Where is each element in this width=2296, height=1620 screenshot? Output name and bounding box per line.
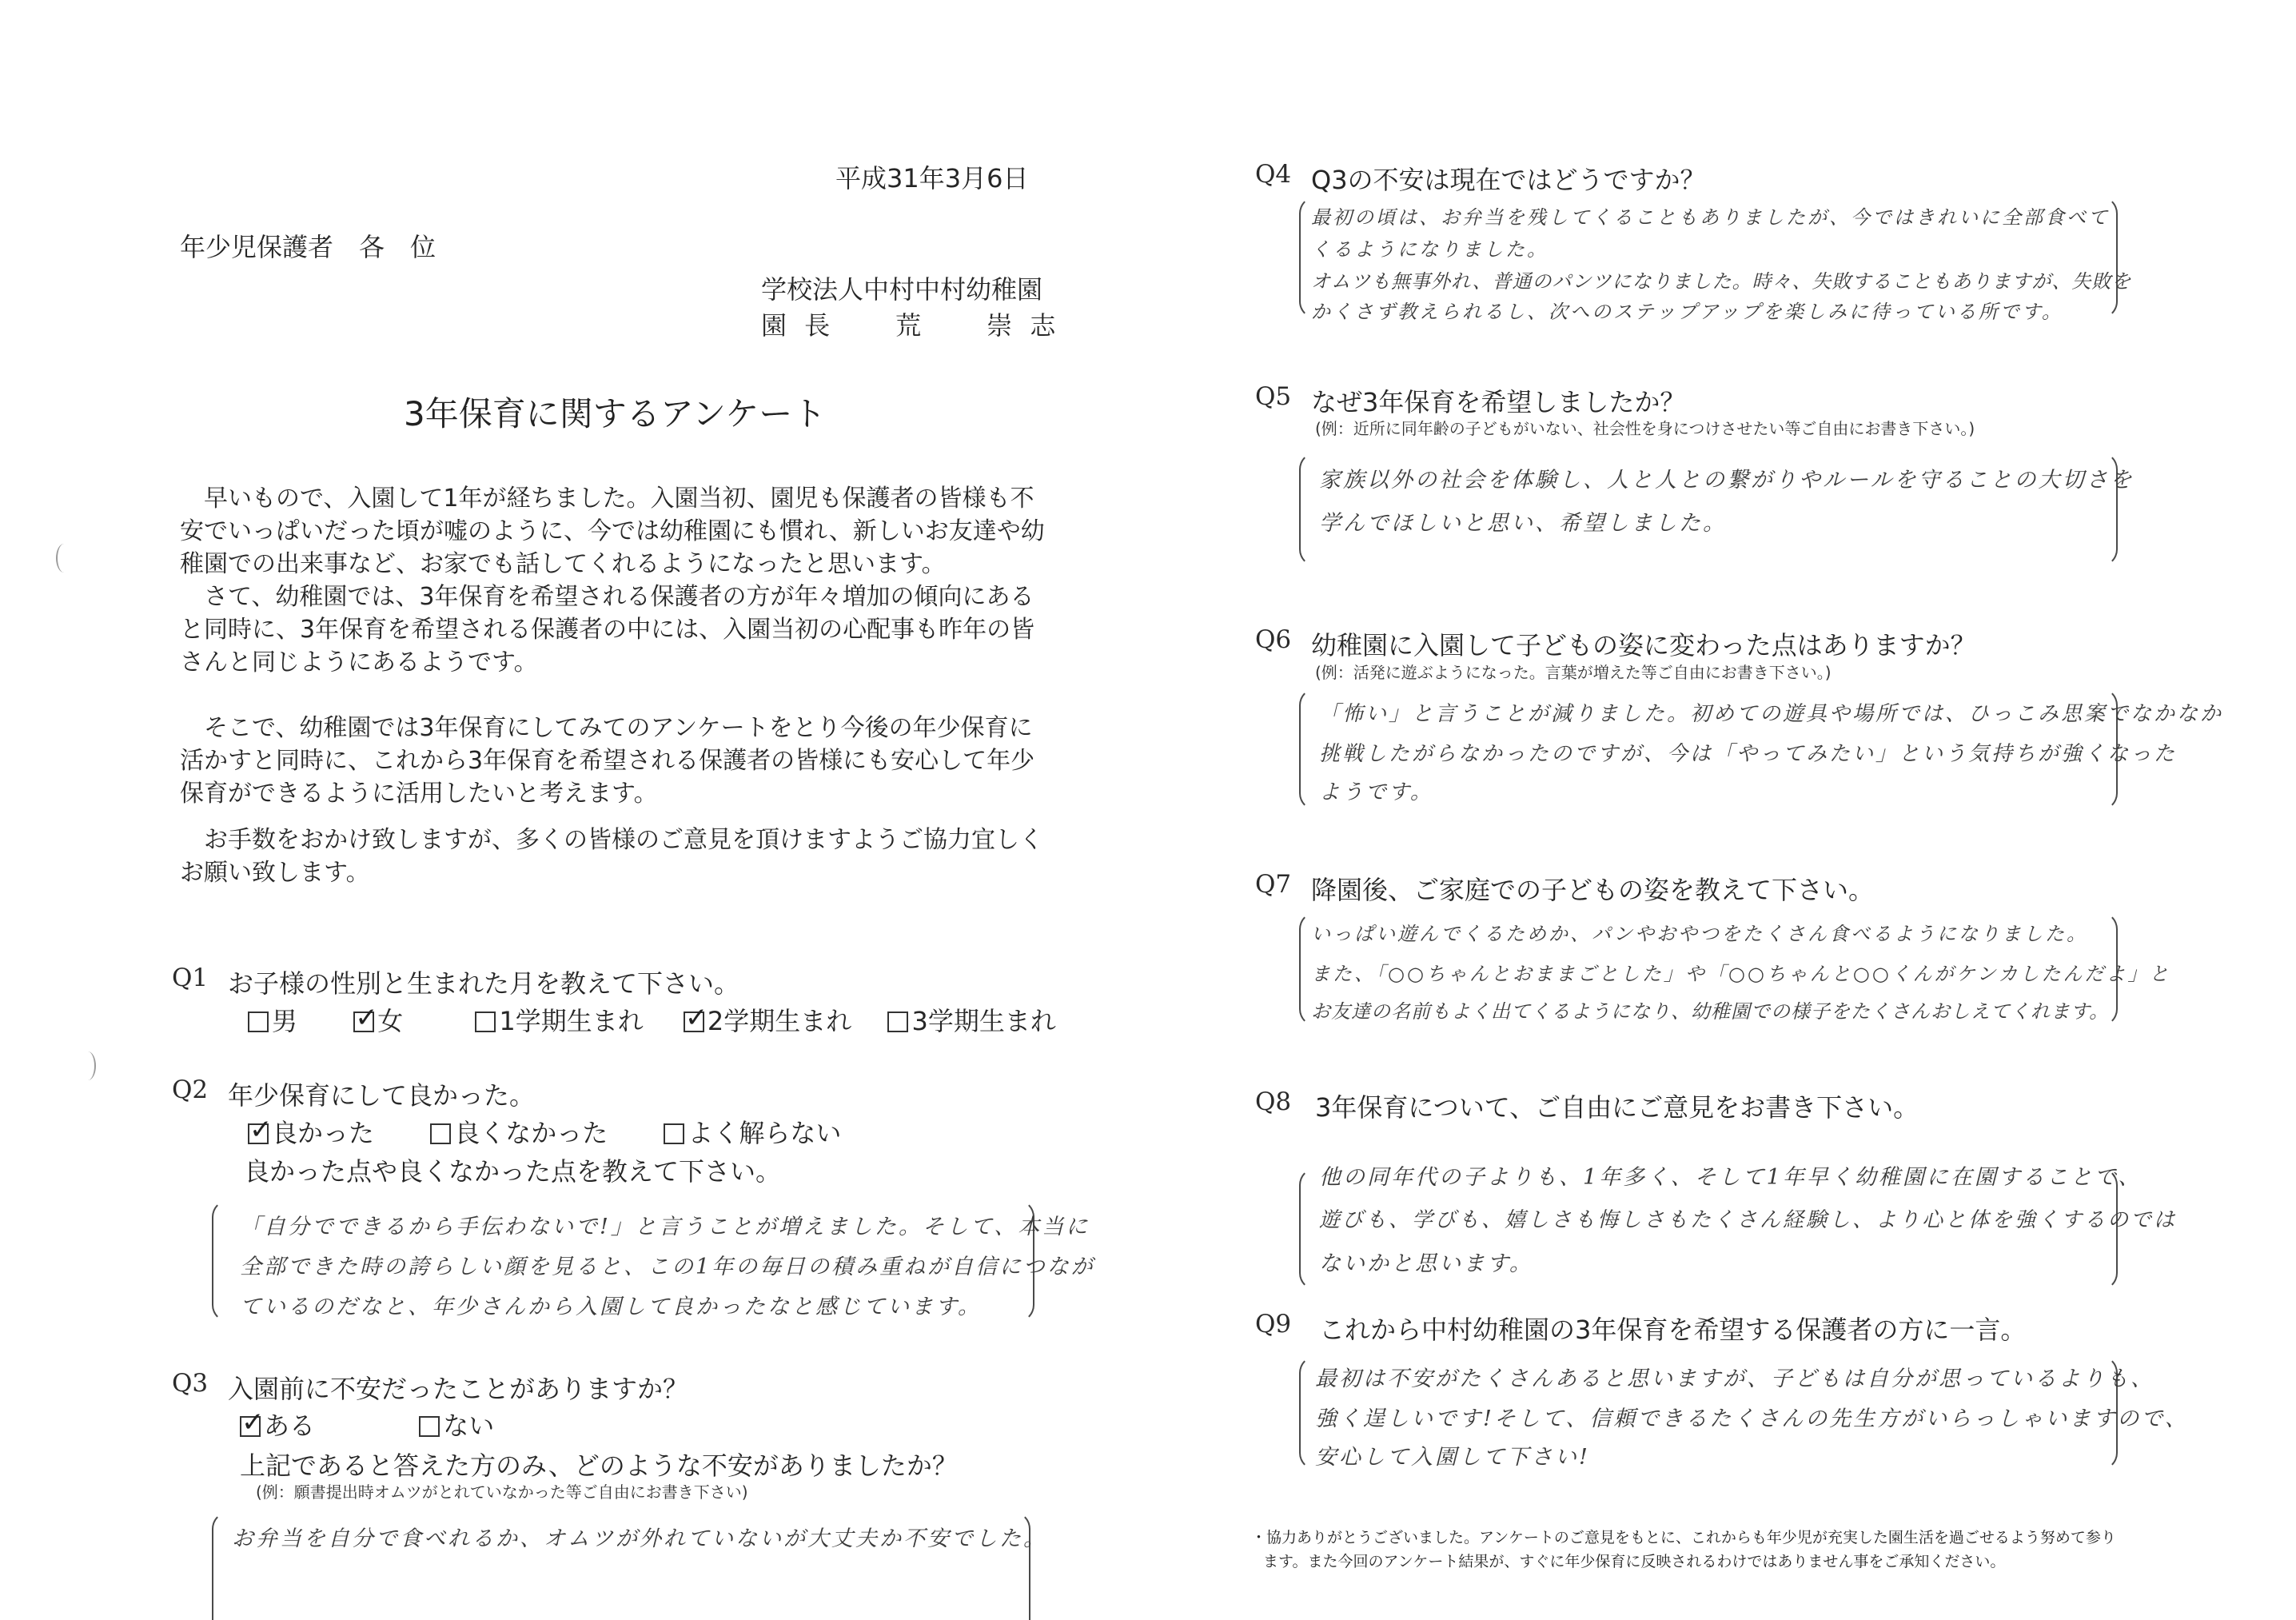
q2-answer-line: 全部できた時の誇らしい顔を見ると、この1年の毎日の積み重ねが自信につなが (240, 1255, 1095, 1279)
q6-answer-line: ようです。 (1319, 780, 1433, 804)
q6-question: 幼稚園に入園して子どもの姿に変わった点はありますか？ (1311, 630, 1976, 660)
q4-answer-line: くるようになりました。 (1311, 238, 1549, 261)
q5-answer-line: 家族以外の社会を体験し、人と人との繋がりやルールを守ることの大切さを (1319, 468, 2135, 493)
q7-answer-line: また、「○○ちゃんとおままごとした」や「○○ちゃんと○○くんがケンカしたんだよ」と (1311, 963, 2171, 985)
q3-option-no[interactable]: ない (419, 1411, 494, 1441)
q4-answer-line: オムツも無事外れ、普通のパンツになりました。時々、失敗することもありますが、失敗を (1311, 270, 2132, 293)
q4-answer-line: かくさず教えられるし、次へのステップアップを楽しみに待っている所です。 (1311, 301, 2063, 323)
q9-answer-line: 安心して入園して下さい! (1315, 1445, 1590, 1470)
checkbox-checked[interactable] (248, 1123, 269, 1144)
q8-answer-line: 他の同年代の子よりも、1年多く、そして1年早く幼稚園に在園することで、 (1319, 1165, 2143, 1190)
q5-example: (例：近所に同年齢の子どもがいない、社会性を身につけさせたい等ご自由にお書き下さい。) (1315, 419, 1975, 438)
checkbox[interactable] (664, 1123, 684, 1144)
q1-option-female[interactable]: ✓ 女 (353, 1006, 403, 1036)
school-name: 学校法人中村中村幼稚園 (761, 274, 1043, 305)
q2-option-unsure[interactable]: よく解らない (664, 1118, 841, 1148)
checkbox[interactable] (430, 1123, 451, 1144)
q3-example: (例：願書提出時オムツがとれていなかった等ご自由にお書き下さい) (256, 1482, 748, 1502)
intro-paragraph-2: さて、幼稚園では、3年保育を希望される保護者の方が年々増加の傾向にあると同時に、3年保育を希望される保護者の中には、入園当初の心配事も昨年の皆さんと同じようにあるようです。 (180, 583, 1035, 676)
q1-option-male[interactable]: 男 (248, 1006, 297, 1036)
q3-question: 入園前に不安だったことがありますか？ (228, 1374, 689, 1404)
q6-answer-line: 挑戦したがらなかったのですが、今は「やってみたい」という気持ちが強くなった (1319, 742, 2178, 766)
checkbox[interactable] (248, 1012, 269, 1032)
q6-number: Q6 (1255, 625, 1292, 654)
q4-answer-line: 最初の頃は、お弁当を残してくることもありましたが、今ではきれいに全部食べて (1311, 206, 2110, 229)
punch-hole-mark (80, 1051, 96, 1080)
document-date: 平成31年3月6日 (835, 163, 1029, 194)
q8-number: Q8 (1255, 1087, 1292, 1116)
punch-hole-mark (56, 544, 72, 573)
page-title: 3年保育に関するアンケート (404, 394, 827, 433)
q9-answer-line: 最初は不安がたくさんあると思いますが、子どもは自分が思っているよりも、 (1315, 1367, 2154, 1391)
q2-options (248, 1113, 889, 1150)
q1-option-term3[interactable]: 3学期生まれ (887, 1006, 1055, 1036)
q1-number: Q1 (172, 964, 209, 992)
footer-note-line-1: ・協力ありがとうございました。アンケートのご意見をもとに、これからも年少児が充実した園生活を過ごせるよう努めて参り (1251, 1529, 2116, 1546)
checkbox-checked[interactable] (353, 1012, 374, 1032)
q7-answer-line: いっぱい遊んでくるためか、パンやおやつをたくさん食べるようになりました。 (1311, 923, 2088, 945)
q2-answer-line: ているのだなと、年少さんから入園して良かったなと感じています。 (240, 1295, 982, 1319)
intro-paragraph-1: 早いもので、入園して1年が経ちました。入園当初、園児も保護者の皆様も不安でいっぱいだった頃が嘘のように、今では幼稚園にも慣れ、新しいお友達や幼稚園での出来事など、お家でも話してくれるようになったと思います。 (180, 485, 1045, 578)
checkbox-checked[interactable] (240, 1416, 261, 1437)
q3-number: Q3 (172, 1369, 209, 1398)
q1-option-term1[interactable]: 1学期生まれ (475, 1006, 643, 1036)
q2-subquestion: 良かった点や良くなかった点を教えて下さい。 (244, 1156, 782, 1187)
q1-option-term2[interactable]: ✓ 2学期生まれ (684, 1006, 851, 1036)
q9-question: これから中村幼稚園の3年保育を希望する保護者の方に一言。 (1319, 1315, 2027, 1345)
q6-example: (例：活発に遊ぶようになった。言葉が増えた等ご自由にお書き下さい。) (1315, 663, 1832, 682)
q8-answer-line: 遊びも、学びも、嬉しさも悔しさもたくさん経験し、より心と体を強くするのでは (1319, 1208, 2178, 1232)
q7-question: 降園後、ご家庭での子どもの姿を教えて下さい。 (1311, 875, 1875, 905)
intro-paragraph-3: そこで、幼稚園では3年保育にしてみてのアンケートをとり今後の年少保育に活かすと同時に、これから3年保育を希望される保護者の皆様にも安心して年少保育ができるように活用したいと考えます。 (180, 714, 1035, 808)
q6-answer-line: 「怖い」と言うことが減りました。初めての遊具や場所では、ひっこみ思案でなかなか (1319, 702, 2224, 726)
q7-number: Q7 (1255, 870, 1292, 899)
checkbox[interactable] (887, 1012, 908, 1032)
q7-answer-line: お友達の名前もよく出てくるようになり、幼稚園での様子をたくさんおしえてくれます。 (1311, 1000, 2110, 1023)
q3-option-yes[interactable]: ✓ある (240, 1411, 315, 1441)
addressee: 年少児保護者 各 位 (180, 232, 436, 262)
checkbox-checked[interactable] (684, 1012, 704, 1032)
q4-number: Q4 (1255, 160, 1292, 189)
q2-question: 年少保育にして良かった。 (228, 1080, 536, 1111)
q2-option-not-good[interactable]: 良くなかった (430, 1118, 608, 1148)
checkbox[interactable] (419, 1416, 440, 1437)
q2-answer-line: 「自分でできるから手伝わないで!」と言うことが増えました。そして、本当に (240, 1215, 1090, 1239)
q3-answer-line: お弁当を自分で食べれるか、オムツが外れていないが大丈夫か不安でした。 (232, 1526, 1047, 1551)
q1-question: お子様の性別と生まれた月を教えて下さい。 (228, 968, 740, 999)
principal-name: 園 長 荒 崇 志 (761, 310, 1061, 341)
q2-number: Q2 (172, 1075, 209, 1104)
q1-options (248, 1001, 1104, 1038)
q8-question: 3年保育について、ご自由にご意見をお書き下さい。 (1315, 1092, 1919, 1123)
q2-option-good[interactable]: ✓良かった (248, 1118, 374, 1148)
q3-subquestion: 上記であると答えた方のみ、どのような不安がありましたか？ (240, 1450, 958, 1481)
q5-question: なぜ3年保育を希望しましたか？ (1311, 387, 1686, 417)
q9-number: Q9 (1255, 1310, 1292, 1339)
footer-note-line-2: ます。また今回のアンケート結果が、すぐに年少保育に反映されるわけではありません事をご承知ください。 (1263, 1553, 2006, 1570)
q4-question: Q3の不安は現在ではどうですか？ (1311, 165, 1706, 195)
q5-number: Q5 (1255, 382, 1292, 411)
q5-answer-line: 学んでほしいと思い、希望しました。 (1319, 511, 1727, 536)
q8-answer-line: ないかと思います。 (1319, 1251, 1533, 1276)
intro-paragraph-4: お手数をおかけ致しますが、多くの皆様のご意見を頂けますようご協力宜しくお願い致します。 (180, 826, 1043, 887)
q9-answer-line: 強く逞しいです!そして、信頼できるたくさんの先生方がいらっしゃいますので、 (1315, 1407, 2189, 1431)
q3-options (240, 1406, 542, 1442)
checkbox[interactable] (475, 1012, 496, 1032)
